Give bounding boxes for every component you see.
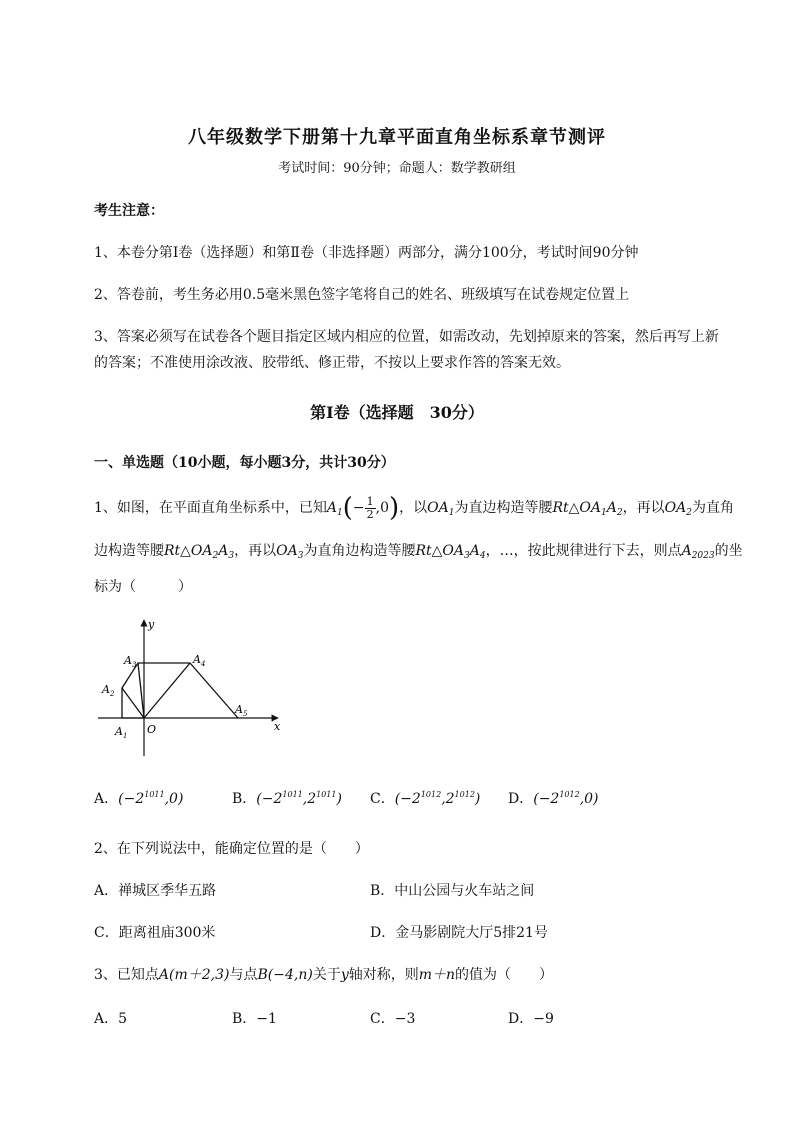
x-axis-label: x [274,720,281,733]
section-heading: 一、单选题（10小题，每小题3分，共计30分） [94,455,395,471]
page-subtitle: 考试时间：90分钟；命题人：数学教研组 [278,161,516,176]
q1-line-3: 标为（ ） [94,579,192,595]
q1-option-c[interactable]: C．$(-2^{1012},2^{1012})$ [370,790,481,807]
q3-option-a[interactable]: A．5 [94,1011,128,1027]
notice-item-3: 3、答案必须写在试卷各个题目指定区域内相应的位置，如需改动，先划掉原来的答案，然后再写上新 [94,329,719,345]
segment-o-a4 [144,663,190,718]
label-a3: $A_3$ [124,654,137,669]
q1-option-d[interactable]: D．$(-2^{1012},0)$ [508,790,599,807]
notice-item-1: 1、本卷分第I卷（选择题）和第Ⅱ卷（非选择题）两部分，满分100分，考试时间90分钟 [94,245,639,261]
q3-option-b[interactable]: B．−1 [232,1011,277,1027]
q1-line-1: 1、如图，在平面直角坐标系中，已知$A_1(-$ $\frac{1}{2}$ ,0)，以$OA_1$为直边构造等腰$Rt\triangle OA_1A_2$，再以$OA_2$为直角 [94,493,734,523]
q3-option-c[interactable]: C．−3 [370,1011,416,1027]
fraction-one-half: $\frac{1}{2}$ [366,494,374,521]
label-a4: $A_4$ [193,653,206,668]
q2-option-c[interactable]: C．距离祖庙300米 [94,925,216,941]
q3-stem: 3、已知点A(m＋2,3)与点B(−4,n)关于y轴对称，则m＋n的值为（ ） [94,967,554,983]
q1-line-2: 边构造等腰$Rt\triangle OA_2A_3$，再以$OA_3$为直角边构造等腰$Rt\triangle OA_3A_4$，…，按此规律进行下去，则点$A_{2023}$的坐 [94,543,743,561]
label-a1: $A_1$ [115,725,128,740]
q2-stem: 2、在下列说法中，能确定位置的是（ ） [94,841,369,857]
q2-option-d[interactable]: D．金马影剧院大厅5排21号 [370,925,548,941]
origin-label: O [147,723,157,736]
label-a5: $A_5$ [235,703,248,718]
page-title: 八年级数学下册第十九章平面直角坐标系章节测评 [188,127,606,148]
y-axis-label: y [148,618,155,631]
q1-option-a[interactable]: A．$(-2^{1011},0)$ [94,790,184,807]
q1-option-b[interactable]: B．$(-2^{1011},2^{1011})$ [232,790,342,807]
notice-heading: 考生注意： [94,203,164,219]
segment-o-a3 [138,663,144,718]
q3-option-d[interactable]: D．−9 [508,1011,554,1027]
part1-title: 第I卷（选择题 30分） [310,403,484,422]
label-a2: $A_2$ [102,683,115,698]
notice-item-2: 2、答卷前，考生务必用0.5毫米黑色签字笔将自己的姓名、班级填写在试卷规定位置上 [94,287,630,303]
notice-item-3-cont: 的答案；不准使用涂改液、胶带纸、修正带，不按以上要求作答的答案无效。 [94,355,570,371]
coordinate-figure [94,616,294,756]
q2-option-a[interactable]: A．禅城区季华五路 [94,883,217,899]
q2-option-b[interactable]: B．中山公园与火车站之间 [370,883,535,899]
